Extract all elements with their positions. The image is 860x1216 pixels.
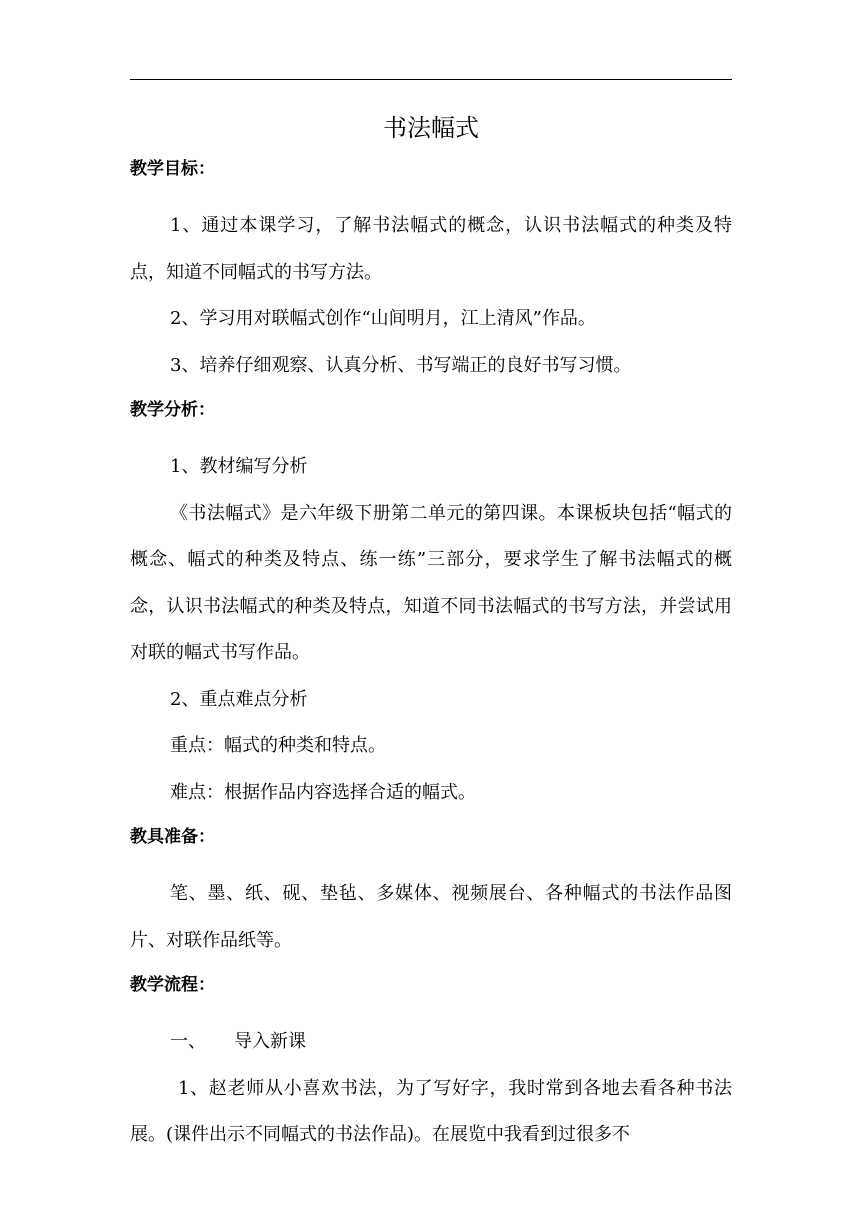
analysis-sub-heading-2: 2、重点难点分析: [170, 688, 308, 710]
difficulty-point: 难点：根据作品内容选择合适的幅式。: [170, 781, 476, 803]
objective-item-3: 3、培养仔细观察、认真分析、书写端正的良好书写习惯。: [170, 354, 632, 376]
key-point: 重点：幅式的种类和特点。: [170, 735, 386, 756]
materials-text: 笔、墨、纸、砚、垫毡、多媒体、视频展台、各种幅式的书法作品图片、对联作品纸等。: [130, 883, 732, 951]
objective-item-1: 1、通过本课学习，了解书法幅式的概念，认识书法幅式的种类及特点，知道不同幅式的书写方法。: [130, 215, 732, 283]
page-title: 书法幅式: [383, 114, 479, 142]
document-body: [130, 110, 732, 1159]
process-step-text: 1、赵老师从小喜欢书法，为了写好字，我时常到各地去看各种书法展。(课件出示不同幅式的书法作品)。在展览中我看到过很多不: [130, 1077, 732, 1145]
objective-item-2: 2、学习用对联幅式创作“山间明月，江上清风”作品。: [170, 308, 596, 329]
header-rule: [130, 79, 732, 80]
process-step-heading: [130, 1019, 732, 1066]
process-step-title: 导入新课: [234, 1031, 306, 1052]
section-heading-process: 教学流程：: [130, 975, 215, 995]
analysis-text: 《书法幅式》是六年级下册第二单元的第四课。本课板块包括“幅式的概念、幅式的种类及特点、练一练”三部分，要求学生了解书法幅式的概念，认识书法幅式的种类及特点，知道不同书法幅式的书写方法，并尝试用对联的幅式书写作品。: [130, 502, 732, 663]
process-step-number: 一、: [170, 1031, 206, 1052]
section-heading-objectives: 教学目标：: [130, 159, 215, 179]
section-heading-materials: 教具准备：: [130, 827, 215, 847]
analysis-sub-heading-1: 1、教材编写分析: [170, 456, 308, 477]
section-heading-analysis: 教学分析：: [130, 400, 215, 420]
